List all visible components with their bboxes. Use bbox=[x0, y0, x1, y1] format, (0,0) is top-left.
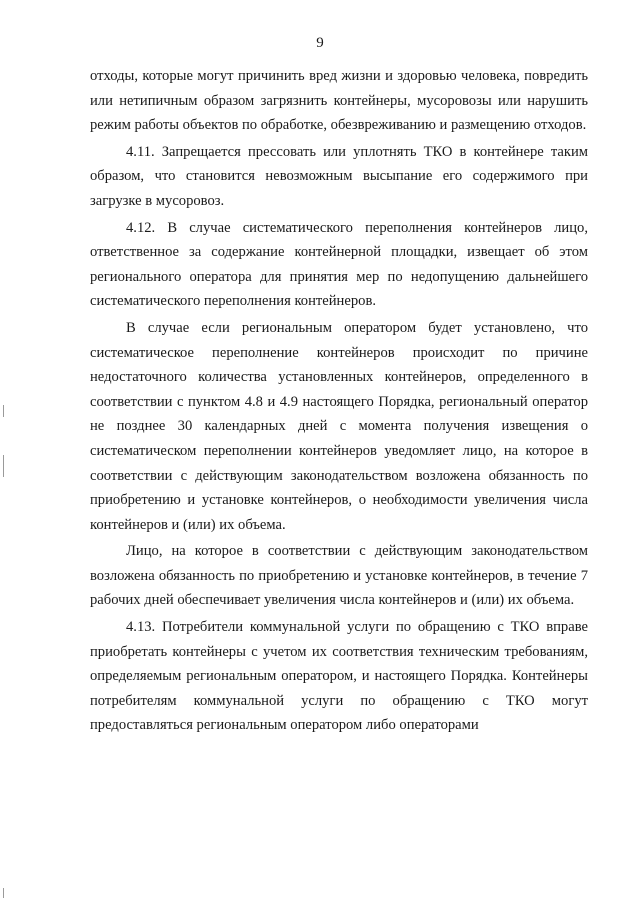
scan-margin-mark-upper bbox=[3, 405, 4, 417]
paragraph-continuation: отходы, которые могут причинить вред жизни и здоровью человека, повредить или нетипичным образом загрязнить контейнеры, мусоровозы или нарушить режим работы объектов по обработке, обезвреживанию и размещению отходов. bbox=[90, 68, 588, 134]
paragraph-4-13: 4.13. Потребители коммунальной услуги по обращению с ТКО вправе приобретать контейнеры с учетом их соответствия техническим требованиям, определяемым региональным оператором, и настоящего Порядка. Контейнеры потребителям коммунальной услуги по обращению с ТКО могут предоставляться региональным оператором либо операторами bbox=[90, 619, 588, 734]
paragraph-obligation: Лицо, на которое в соответствии с действующим законодательством возложена обязанность по приобретению и установке контейнеров, в течение 7 рабочих дней обеспечивает увеличения числа контейнеров и (или) их объема. bbox=[90, 543, 588, 609]
scan-margin-mark-middle bbox=[3, 455, 4, 477]
paragraph-4-11: 4.11. Запрещается прессовать или уплотнять ТКО в контейнере таким образом, что становится невозможным высыпание его содержимого при загрузке в мусоровоз. bbox=[90, 143, 588, 209]
scan-margin-mark-lower bbox=[3, 888, 4, 898]
paragraph-4-12: 4.12. В случае систематического переполнения контейнеров лицо, ответственное за содержание контейнерной площадки, извещает об этом регионального оператора для принятия мер по недопущению дальнейшего систематического переполнения контейнеров. bbox=[90, 219, 588, 310]
page-number: 9 bbox=[316, 35, 324, 51]
document-body bbox=[90, 64, 588, 740]
paragraph-overflow-notice: В случае если региональным оператором будет установлено, что систематическое переполнение контейнеров происходит по причине недостаточного количества установленных контейнеров, определенного в соответствии с пунктом 4.8 и 4.9 настоящего Порядка, региональный оператор не позднее 30 календарных дней с момента получения извещения о систематическом переполнении контейнеров уведомляет лицо, на которое в соответствии с действующим законодательством возложена обязанность по приобретению и установке контейнеров, о необходимости увеличения числа контейнеров и (или) их объема. bbox=[90, 319, 588, 533]
